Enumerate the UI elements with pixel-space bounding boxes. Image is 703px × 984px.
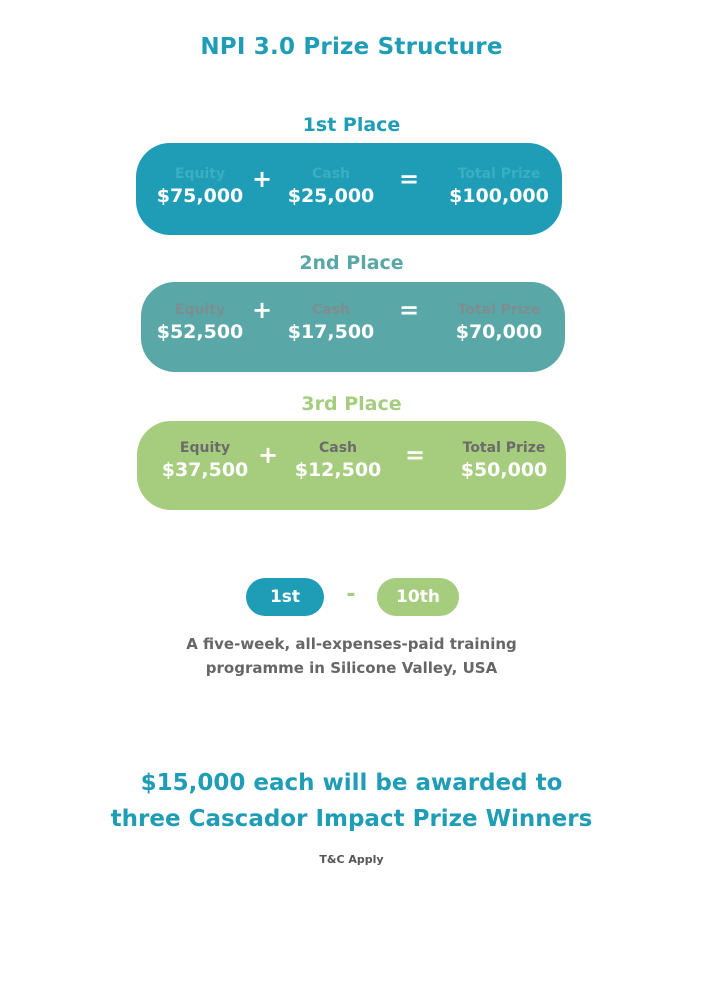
cash-column [281,301,381,345]
equity-label: Equity [174,302,226,318]
cash-label: Cash [318,440,358,456]
total-column [440,165,558,209]
total-label: Total Prize [462,440,546,456]
equity-column [150,301,250,345]
cash-value: $17,500 [287,321,375,343]
terms-note: T&C Apply [319,853,384,866]
equity-value: $37,500 [161,459,249,481]
equity-value: $75,000 [156,185,244,207]
plus-sign: + [257,441,279,469]
first-place-heading: 1st Place [302,114,401,136]
impact-prize-line1: $15,000 each will be awarded to [140,770,563,796]
total-label: Total Prize [457,166,541,182]
cash-label: Cash [311,166,351,182]
equity-label: Equity [174,166,226,182]
range-start-pill: 1st [246,578,324,616]
third-place-heading: 3rd Place [301,393,402,415]
plus-sign: + [251,296,273,324]
total-value: $50,000 [460,459,548,481]
equals-sign: = [404,441,426,469]
range-end-pill: 10th [377,578,459,616]
range-dash: - [346,582,356,607]
equals-sign: = [398,165,420,193]
cash-label: Cash [311,302,351,318]
total-label: Total Prize [457,302,541,318]
first-place-card [136,143,562,235]
total-column [440,301,558,345]
cash-value: $25,000 [287,185,375,207]
equity-label: Equity [179,440,231,456]
total-value: $100,000 [449,185,549,207]
page-title: NPI 3.0 Prize Structure [200,34,503,60]
second-place-heading: 2nd Place [299,252,404,274]
training-description-line2: programme in Silicone Valley, USA [205,659,498,677]
equity-value: $52,500 [156,321,244,343]
equals-sign: = [398,296,420,324]
total-column [445,439,563,483]
cash-column [288,439,388,483]
second-place-card [141,282,565,372]
total-value: $70,000 [455,321,543,343]
training-description-line1: A five-week, all-expenses-paid training [186,635,517,653]
cash-column [281,165,381,209]
equity-column [150,165,250,209]
cash-value: $12,500 [294,459,382,481]
impact-prize-line2: three Cascador Impact Prize Winners [110,806,593,832]
plus-sign: + [251,165,273,193]
third-place-card [137,421,566,510]
equity-column [155,439,255,483]
